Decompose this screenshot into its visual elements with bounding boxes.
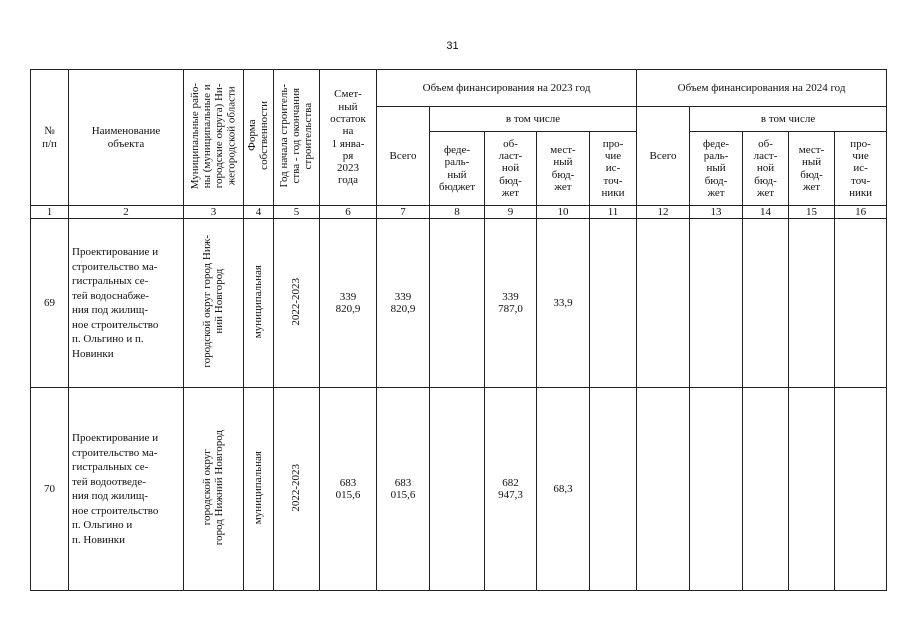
total-2023-cell: 339 820,9 bbox=[377, 219, 430, 388]
total-2023-cell: 683 015,6 bbox=[377, 388, 430, 591]
header-district bbox=[184, 70, 244, 206]
local-2024-cell bbox=[789, 219, 835, 388]
years-cell bbox=[274, 219, 320, 388]
other-2023-cell bbox=[590, 219, 637, 388]
header-including-2023: в том числе bbox=[430, 107, 637, 132]
row-number: 70 bbox=[31, 388, 69, 591]
other-2023-cell bbox=[590, 388, 637, 591]
other-2024-cell bbox=[835, 219, 887, 388]
column-number: 3 bbox=[184, 206, 244, 219]
column-number: 6 bbox=[320, 206, 377, 219]
ownership-text: муниципальная bbox=[252, 265, 265, 339]
federal-2023-cell bbox=[430, 219, 485, 388]
object-name: Проектирование и строительство ма- гистральных се- тей водоснабже- ния под жилищ- ное строительство п. Ольгино и п. Новинки bbox=[69, 219, 184, 388]
ownership-cell bbox=[244, 219, 274, 388]
column-number-row bbox=[31, 206, 887, 219]
total-2024-cell bbox=[637, 388, 690, 591]
column-number: 13 bbox=[690, 206, 743, 219]
district-text: городской округ город Нижний Новгород bbox=[201, 430, 226, 546]
row-number: 69 bbox=[31, 219, 69, 388]
column-number: 1 bbox=[31, 206, 69, 219]
federal-2023-cell bbox=[430, 388, 485, 591]
header-regional-2024: об- ласт- ной бюд- жет bbox=[743, 132, 789, 206]
district-text: городской округ город Ниж- ний Новгород bbox=[201, 235, 226, 368]
column-number: 12 bbox=[637, 206, 690, 219]
ownership-cell bbox=[244, 388, 274, 591]
years-text: 2022-2023 bbox=[290, 463, 303, 512]
column-number: 15 bbox=[789, 206, 835, 219]
financing-table bbox=[30, 69, 887, 591]
federal-2024-cell bbox=[690, 388, 743, 591]
column-number: 5 bbox=[274, 206, 320, 219]
table-row bbox=[31, 219, 887, 388]
column-number: 11 bbox=[590, 206, 637, 219]
column-number: 14 bbox=[743, 206, 789, 219]
header-num: № п/п bbox=[31, 70, 69, 206]
regional-2023-cell: 339 787,0 bbox=[485, 219, 537, 388]
regional-2023-cell: 682 947,3 bbox=[485, 388, 537, 591]
balance-cell: 339 820,9 bbox=[320, 219, 377, 388]
column-number: 7 bbox=[377, 206, 430, 219]
table-row bbox=[31, 388, 887, 591]
years-text: 2022-2023 bbox=[290, 277, 303, 326]
page-number: 31 bbox=[446, 40, 459, 52]
column-number: 10 bbox=[537, 206, 590, 219]
other-2024-cell bbox=[835, 388, 887, 591]
header-other-2023: про- чие ис- точ- ники bbox=[590, 132, 637, 206]
column-number: 8 bbox=[430, 206, 485, 219]
column-number: 2 bbox=[69, 206, 184, 219]
header-federal-2024: феде- раль- ный бюд- жет bbox=[690, 132, 743, 206]
object-name: Проектирование и строительство ма- гистральных се- тей водоотведе- ния под жилищ- ное строительство п. Ольгино и п. Новинки bbox=[69, 388, 184, 591]
district-cell bbox=[184, 388, 244, 591]
total-2024-cell bbox=[637, 219, 690, 388]
district-cell bbox=[184, 219, 244, 388]
local-2024-cell bbox=[789, 388, 835, 591]
years-cell bbox=[274, 388, 320, 591]
header-district-text: Муниципальные райо- ны (муниципальные и городские округа) Ни- жегородской области bbox=[189, 82, 238, 189]
column-number: 9 bbox=[485, 206, 537, 219]
header-total-2024: Всего bbox=[637, 107, 690, 206]
local-2023-cell: 33,9 bbox=[537, 219, 590, 388]
local-2023-cell: 68,3 bbox=[537, 388, 590, 591]
header-other-2024: про- чие ис- точ- ники bbox=[835, 132, 887, 206]
column-number: 4 bbox=[244, 206, 274, 219]
header-years bbox=[274, 70, 320, 206]
header-funding-2024: Объем финансирования на 2024 год bbox=[637, 70, 887, 107]
federal-2024-cell bbox=[690, 219, 743, 388]
header-years-text: Год начала строитель- ства - год окончания строительства bbox=[278, 84, 315, 188]
header-local-2024: мест- ный бюд- жет bbox=[789, 132, 835, 206]
ownership-text: муниципальная bbox=[252, 451, 265, 525]
balance-cell: 683 015,6 bbox=[320, 388, 377, 591]
header-federal-2023: феде- раль- ный бюджет bbox=[430, 132, 485, 206]
header-ownership bbox=[244, 70, 274, 206]
header-local-2023: мест- ный бюд- жет bbox=[537, 132, 590, 206]
header-balance: Смет- ный остаток на 1 янва- ря 2023 года bbox=[320, 70, 377, 206]
header-regional-2023: об- ласт- ной бюд- жет bbox=[485, 132, 537, 206]
column-number: 16 bbox=[835, 206, 887, 219]
header-name: Наименование объекта bbox=[69, 70, 184, 206]
regional-2024-cell bbox=[743, 219, 789, 388]
header-including-2024: в том числе bbox=[690, 107, 887, 132]
header-ownership-text: Форма собственности bbox=[246, 101, 271, 171]
header-funding-2023: Объем финансирования на 2023 год bbox=[377, 70, 637, 107]
regional-2024-cell bbox=[743, 388, 789, 591]
header-total-2023: Всего bbox=[377, 107, 430, 206]
